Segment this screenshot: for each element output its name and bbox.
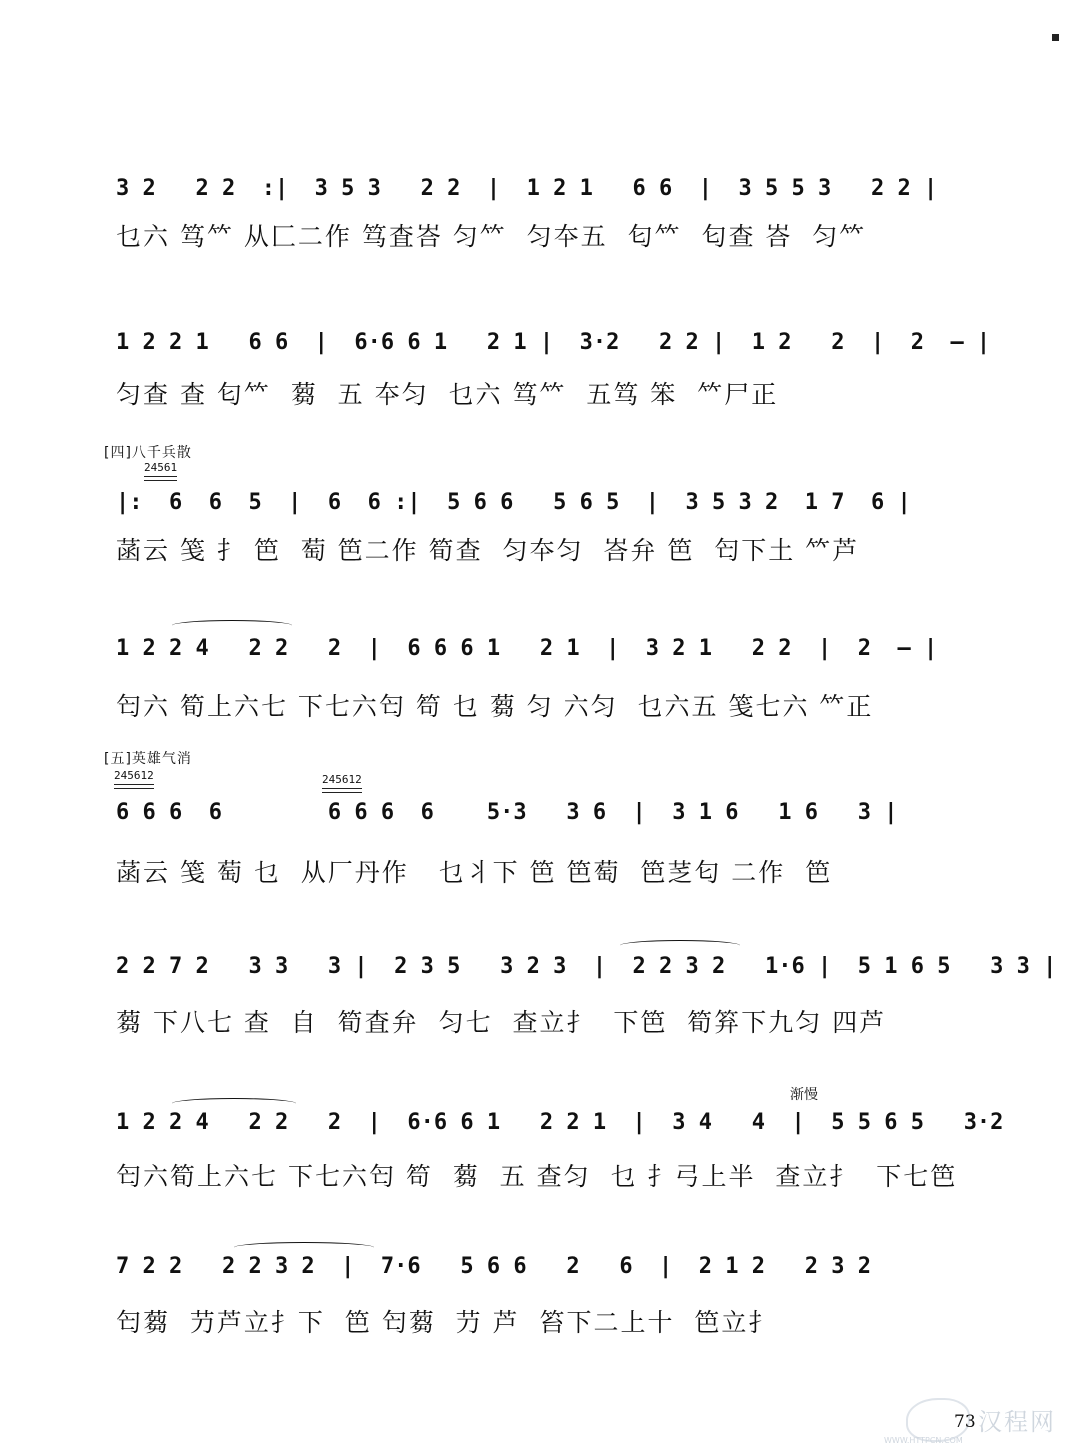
section-label-4: [四]八千兵散 xyxy=(104,445,192,461)
slur xyxy=(620,940,740,951)
notation-row-7: 1 2 2 4 2 2 2 | 6·6 6 1 2 2 1 | 3 4 4 | 5 5 6 5 3·2 xyxy=(116,1110,1004,1135)
section-label-5: [五]英雄气消 xyxy=(104,751,192,767)
corner-mark xyxy=(1052,34,1059,41)
tempo-mark: 渐慢 xyxy=(790,1087,818,1103)
notation-row-2: 1 2 2 1 6 6 | 6·6 6 1 2 1 | 3·2 2 2 | 1 2 2 | 2 — | xyxy=(116,330,991,355)
jianzipu-row-8: 匄蒭 芀芦立扌下 笆 匄蒭 芀 芦 笞下二上十 笆立扌 xyxy=(116,1308,776,1337)
jianzipu-row-5: 菡云 笺 萄 乜 从厂丹作 乜丬下 笆 笆萄 笆䒦匂 二作 笆 xyxy=(116,858,833,887)
jianzipu-row-2: 匀查 查 匂𥫗 蒭 五 夲匀 乜六 笃𥫗 五笃 笨 𥫗尸正 xyxy=(116,380,779,409)
slur xyxy=(234,1242,374,1253)
jianzipu-row-3: 菡云 笺 扌 笆 萄 笆二作 筍查 匀夲匀 峇弁 笆 匄下土 𥫗芦 xyxy=(116,536,860,565)
jianzipu-row-7: 匄六筍上六七 下七六匄 笱 蒭 五 查匀 乜 扌弓上半 查立扌 下七笆 xyxy=(116,1162,958,1191)
notation-row-6: 2 2 7 2 3 3 3 | 2 3 5 3 2 3 | 2 2 3 2 1·6 | 5 1 6 5 3 3 | xyxy=(116,954,1057,979)
grace-notes: 24561 xyxy=(144,462,177,477)
slur xyxy=(172,620,292,631)
notation-row-5: 6 6 6 6 6 6 6 6 5·3 3 6 | 3 1 6 1 6 3 | xyxy=(116,800,898,825)
watermark: 汉程网 xyxy=(978,1408,1056,1436)
watermark-url: WWW.HTTPCN.COM xyxy=(884,1436,963,1445)
slur xyxy=(172,1098,296,1109)
grace-notes: 245612 xyxy=(114,770,154,785)
jianzipu-row-6: 蒭 下八七 查 自 筍査弁 匀七 查立扌 下笆 筍笲下九匀 四芦 xyxy=(116,1008,887,1037)
notation-row-3: |: 6 6 5 | 6 6 :| 5 6 6 5 6 5 | 3 5 3 2 1 7 6 | xyxy=(116,490,911,515)
grace-notes: 245612 xyxy=(322,774,362,789)
jianzipu-row-4: 匄六 筍上六七 下七六匄 笱 乜 蒭 匀 六匀 乜六五 笺七六 𥫗正 xyxy=(116,692,874,721)
jianzipu-row-1: 乜六 笃𥫗 从匚二作 笃査峇 匀𥫗 匀夲五 匂𥫗 匂查 峇 匀𥫗 xyxy=(116,222,867,251)
notation-row-8: 7 2 2 2 2 3 2 | 7·6 5 6 6 2 6 | 2 1 2 2 3 2 xyxy=(116,1254,871,1279)
notation-row-4: 1 2 2 4 2 2 2 | 6 6 6 1 2 1 | 3 2 1 2 2 | 2 — | xyxy=(116,636,938,661)
notation-row-1: 3 2 2 2 :| 3 5 3 2 2 | 1 2 1 6 6 | 3 5 5 3 2 2 | xyxy=(116,176,938,201)
page-number: 73 xyxy=(954,1412,976,1432)
